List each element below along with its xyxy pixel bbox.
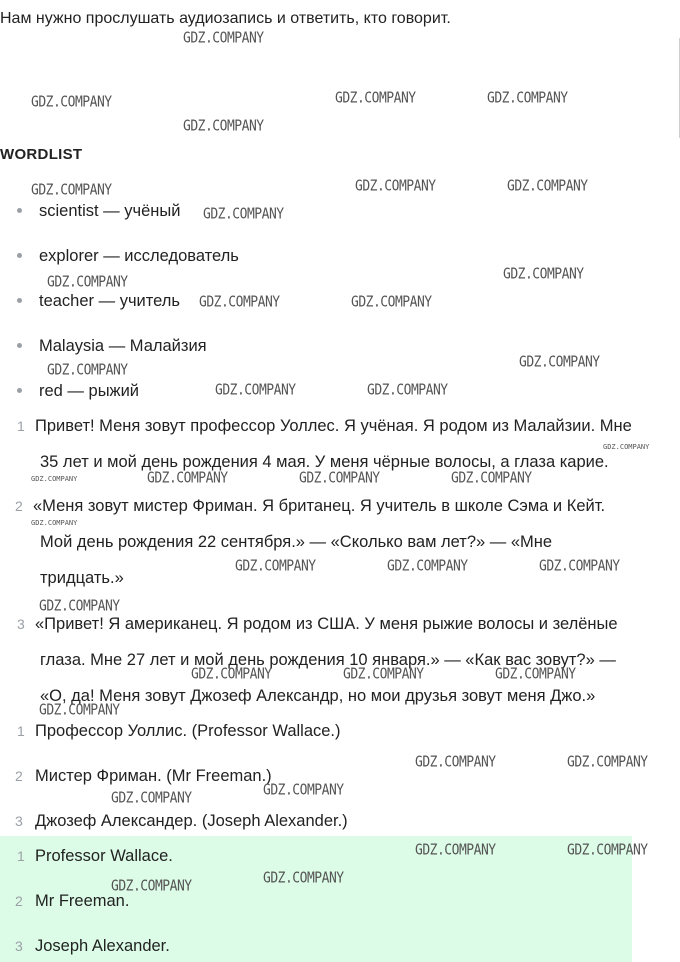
- transcript-line: 35 лет и мой день рождения 4 мая. У меня чёрные волосы, а глаза карие.: [40, 453, 609, 471]
- watermark: GDZ.COMPANY: [31, 93, 112, 112]
- item-number: 1: [17, 723, 25, 739]
- transcript-line: «Привет! Я американец. Я родом из США. У меня рыжие волосы и зелёные: [35, 615, 618, 633]
- watermark: GDZ.COMPANY: [387, 557, 468, 576]
- watermark: GDZ.COMPANY: [495, 665, 576, 684]
- bullet-icon: [17, 208, 22, 213]
- item-number: 1: [17, 848, 25, 864]
- watermark: GDZ.COMPANY: [31, 519, 78, 527]
- watermark: GDZ.COMPANY: [503, 265, 584, 284]
- watermark: GDZ.COMPANY: [199, 293, 280, 312]
- wordlist-item: Malaysia — Малайзия: [17, 336, 207, 356]
- wordlist-item: red — рыжий: [17, 381, 139, 401]
- watermark: GDZ.COMPANY: [31, 475, 78, 483]
- watermark: GDZ.COMPANY: [415, 841, 496, 860]
- item-number: 2: [15, 893, 23, 909]
- transcript-line: Привет! Меня зовут профессор Уоллес. Я учёная. Я родом из Малайзии. Мне: [35, 417, 632, 435]
- item-number: 3: [17, 616, 25, 632]
- item-number: 3: [15, 938, 23, 954]
- watermark: GDZ.COMPANY: [343, 665, 424, 684]
- watermark: GDZ.COMPANY: [263, 869, 344, 888]
- transcript-line: «О, да! Меня зовут Джозеф Александр, но мои друзья зовут меня Джо.»: [40, 687, 596, 705]
- watermark: GDZ.COMPANY: [203, 205, 284, 224]
- watermark: GDZ.COMPANY: [47, 361, 128, 380]
- watermark: GDZ.COMPANY: [299, 469, 380, 488]
- item-number: 3: [15, 813, 23, 829]
- watermark: GDZ.COMPANY: [263, 781, 344, 800]
- bullet-icon: [17, 298, 22, 303]
- watermark: GDZ.COMPANY: [215, 381, 296, 400]
- watermark: GDZ.COMPANY: [567, 841, 648, 860]
- answer-line: Мистер Фриман. (Mr Freeman.): [35, 767, 272, 785]
- transcript-line: Мой день рождения 22 сентября.» — «Сколько вам лет?» — «Мне: [40, 533, 553, 551]
- watermark: GDZ.COMPANY: [507, 177, 588, 196]
- transcript-line: глаза. Мне 27 лет и мой день рождения 10 января.» — «Как вас зовут?» —: [40, 651, 616, 669]
- transcript-line: тридцать.»: [40, 569, 124, 587]
- transcript-line: «Меня зовут мистер Фриман. Я британец. Я учитель в школе Сэма и Кейт.: [33, 497, 606, 515]
- watermark: GDZ.COMPANY: [367, 381, 448, 400]
- item-number: 2: [15, 768, 23, 784]
- watermark: GDZ.COMPANY: [39, 701, 120, 720]
- bullet-icon: [17, 343, 22, 348]
- wordlist-item: explorer — исследователь: [17, 246, 239, 266]
- item-number: 1: [17, 418, 25, 434]
- watermark: GDZ.COMPANY: [539, 557, 620, 576]
- watermark: GDZ.COMPANY: [451, 469, 532, 488]
- answer-line: Joseph Alexander.: [35, 937, 170, 955]
- watermark: GDZ.COMPANY: [351, 293, 432, 312]
- watermark: GDZ.COMPANY: [183, 117, 264, 136]
- watermark: GDZ.COMPANY: [47, 273, 128, 292]
- watermark: GDZ.COMPANY: [355, 177, 436, 196]
- watermark: GDZ.COMPANY: [39, 597, 120, 616]
- answer-line: Джозеф Александер. (Joseph Alexander.): [35, 812, 348, 830]
- wordlist-item: teacher — учитель: [17, 291, 180, 311]
- watermark: GDZ.COMPANY: [487, 89, 568, 108]
- watermark: GDZ.COMPANY: [111, 789, 192, 808]
- answer-line: Professor Wallace.: [35, 847, 173, 865]
- watermark: GDZ.COMPANY: [147, 469, 228, 488]
- watermark: GDZ.COMPANY: [191, 665, 272, 684]
- watermark: GDZ.COMPANY: [415, 753, 496, 772]
- answer-line: Mr Freeman.: [35, 892, 130, 910]
- item-number: 2: [15, 498, 23, 514]
- watermark: GDZ.COMPANY: [567, 753, 648, 772]
- watermark: GDZ.COMPANY: [335, 89, 416, 108]
- watermark: GDZ.COMPANY: [603, 443, 650, 451]
- watermark: GDZ.COMPANY: [519, 353, 600, 372]
- watermark: GDZ.COMPANY: [235, 557, 316, 576]
- bullet-icon: [17, 253, 22, 258]
- answer-line: Профессор Уоллис. (Professor Wallace.): [35, 722, 341, 740]
- watermark: GDZ.COMPANY: [183, 29, 264, 48]
- wordlist-heading: WORDLIST: [0, 146, 83, 163]
- task-intro: Нам нужно прослушать аудиозапись и ответить, кто говорит.: [0, 10, 451, 27]
- watermark: GDZ.COMPANY: [111, 877, 192, 896]
- wordlist-item: scientist — учёный: [17, 201, 180, 221]
- bullet-icon: [17, 388, 22, 393]
- watermark: GDZ.COMPANY: [31, 181, 112, 200]
